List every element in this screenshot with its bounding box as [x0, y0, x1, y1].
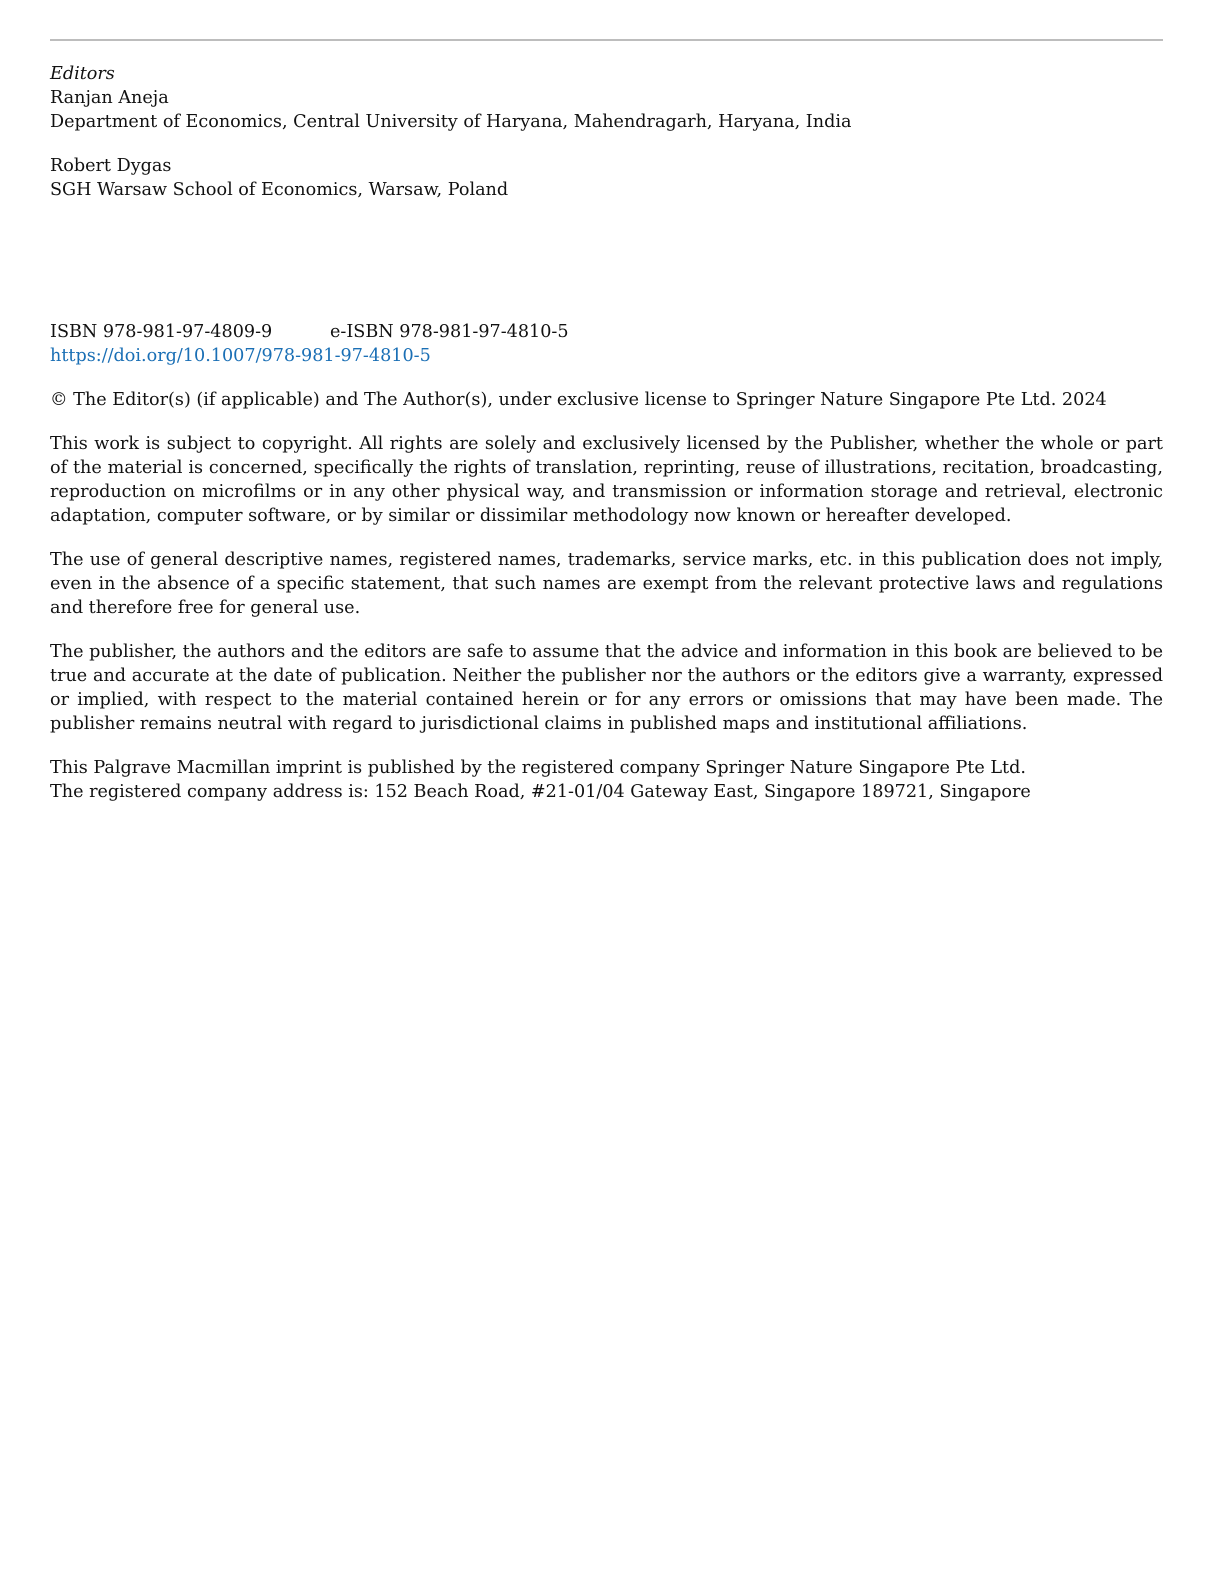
editor-affiliation: SGH Warsaw School of Economics, Warsaw, Poland	[50, 180, 509, 200]
imprint-line: This Palgrave Macmillan imprint is published by the registered company Springer Nature Singapore Pte Ltd.	[50, 758, 1026, 778]
editors-heading: Editors	[50, 64, 115, 84]
editor-name: Robert Dygas	[50, 156, 172, 176]
editor-affiliation: Department of Economics, Central University of Haryana, Mahendragarh, Haryana, India	[50, 112, 852, 132]
editor-name: Ranjan Aneja	[50, 88, 169, 108]
disclaimer-paragraph: The publisher, the authors and the editors are safe to assume that the advice and information in this book are believed to be true and accurate at the date of publication. Neither the publisher nor the authors or the editors give a warranty, expressed or implied, with respect to the material contained herein or for any errors or omissions that may have been made. The publisher remains neutral with regard to jurisdictional claims in published maps and institutional affiliations.	[50, 642, 1163, 734]
isbn-section	[50, 320, 1163, 368]
doi-link[interactable]: https://doi.org/10.1007/978-981-97-4810-5	[50, 346, 431, 366]
editors-section	[50, 62, 1163, 202]
copyright-line: © The Editor(s) (if applicable) and The Author(s), under exclusive license to Springer Nature Singapore Pte Ltd. 2024	[50, 390, 1107, 410]
address-line: The registered company address is: 152 Beach Road, #21-01/04 Gateway East, Singapore 189721, Singapore	[50, 782, 1031, 802]
top-divider	[50, 39, 1163, 41]
print-isbn: ISBN 978-981-97-4809-9	[50, 322, 273, 342]
copyright-paragraph: This work is subject to copyright. All rights are solely and exclusively licensed by the Publisher, whether the whole or part of the material is concerned, specifically the rights of translation, reprinting, reuse of illustrations, recitation, broadcasting, reproduction on microfilms or in any other physical way, and transmission or information storage and retrieval, electronic adaptation, computer software, or by similar or dissimilar methodology now known or hereafter developed.	[50, 434, 1163, 526]
page-content	[50, 62, 1163, 804]
isbn-row	[50, 320, 1163, 344]
electronic-isbn: e-ISBN 978-981-97-4810-5	[330, 322, 569, 342]
trademark-paragraph: The use of general descriptive names, registered names, trademarks, service marks, etc. in this publication does not imply, even in the absence of a specific statement, that such names are exempt from the relevant protective laws and regulations and therefore free for general use.	[50, 550, 1163, 618]
publisher-info	[50, 756, 1163, 804]
